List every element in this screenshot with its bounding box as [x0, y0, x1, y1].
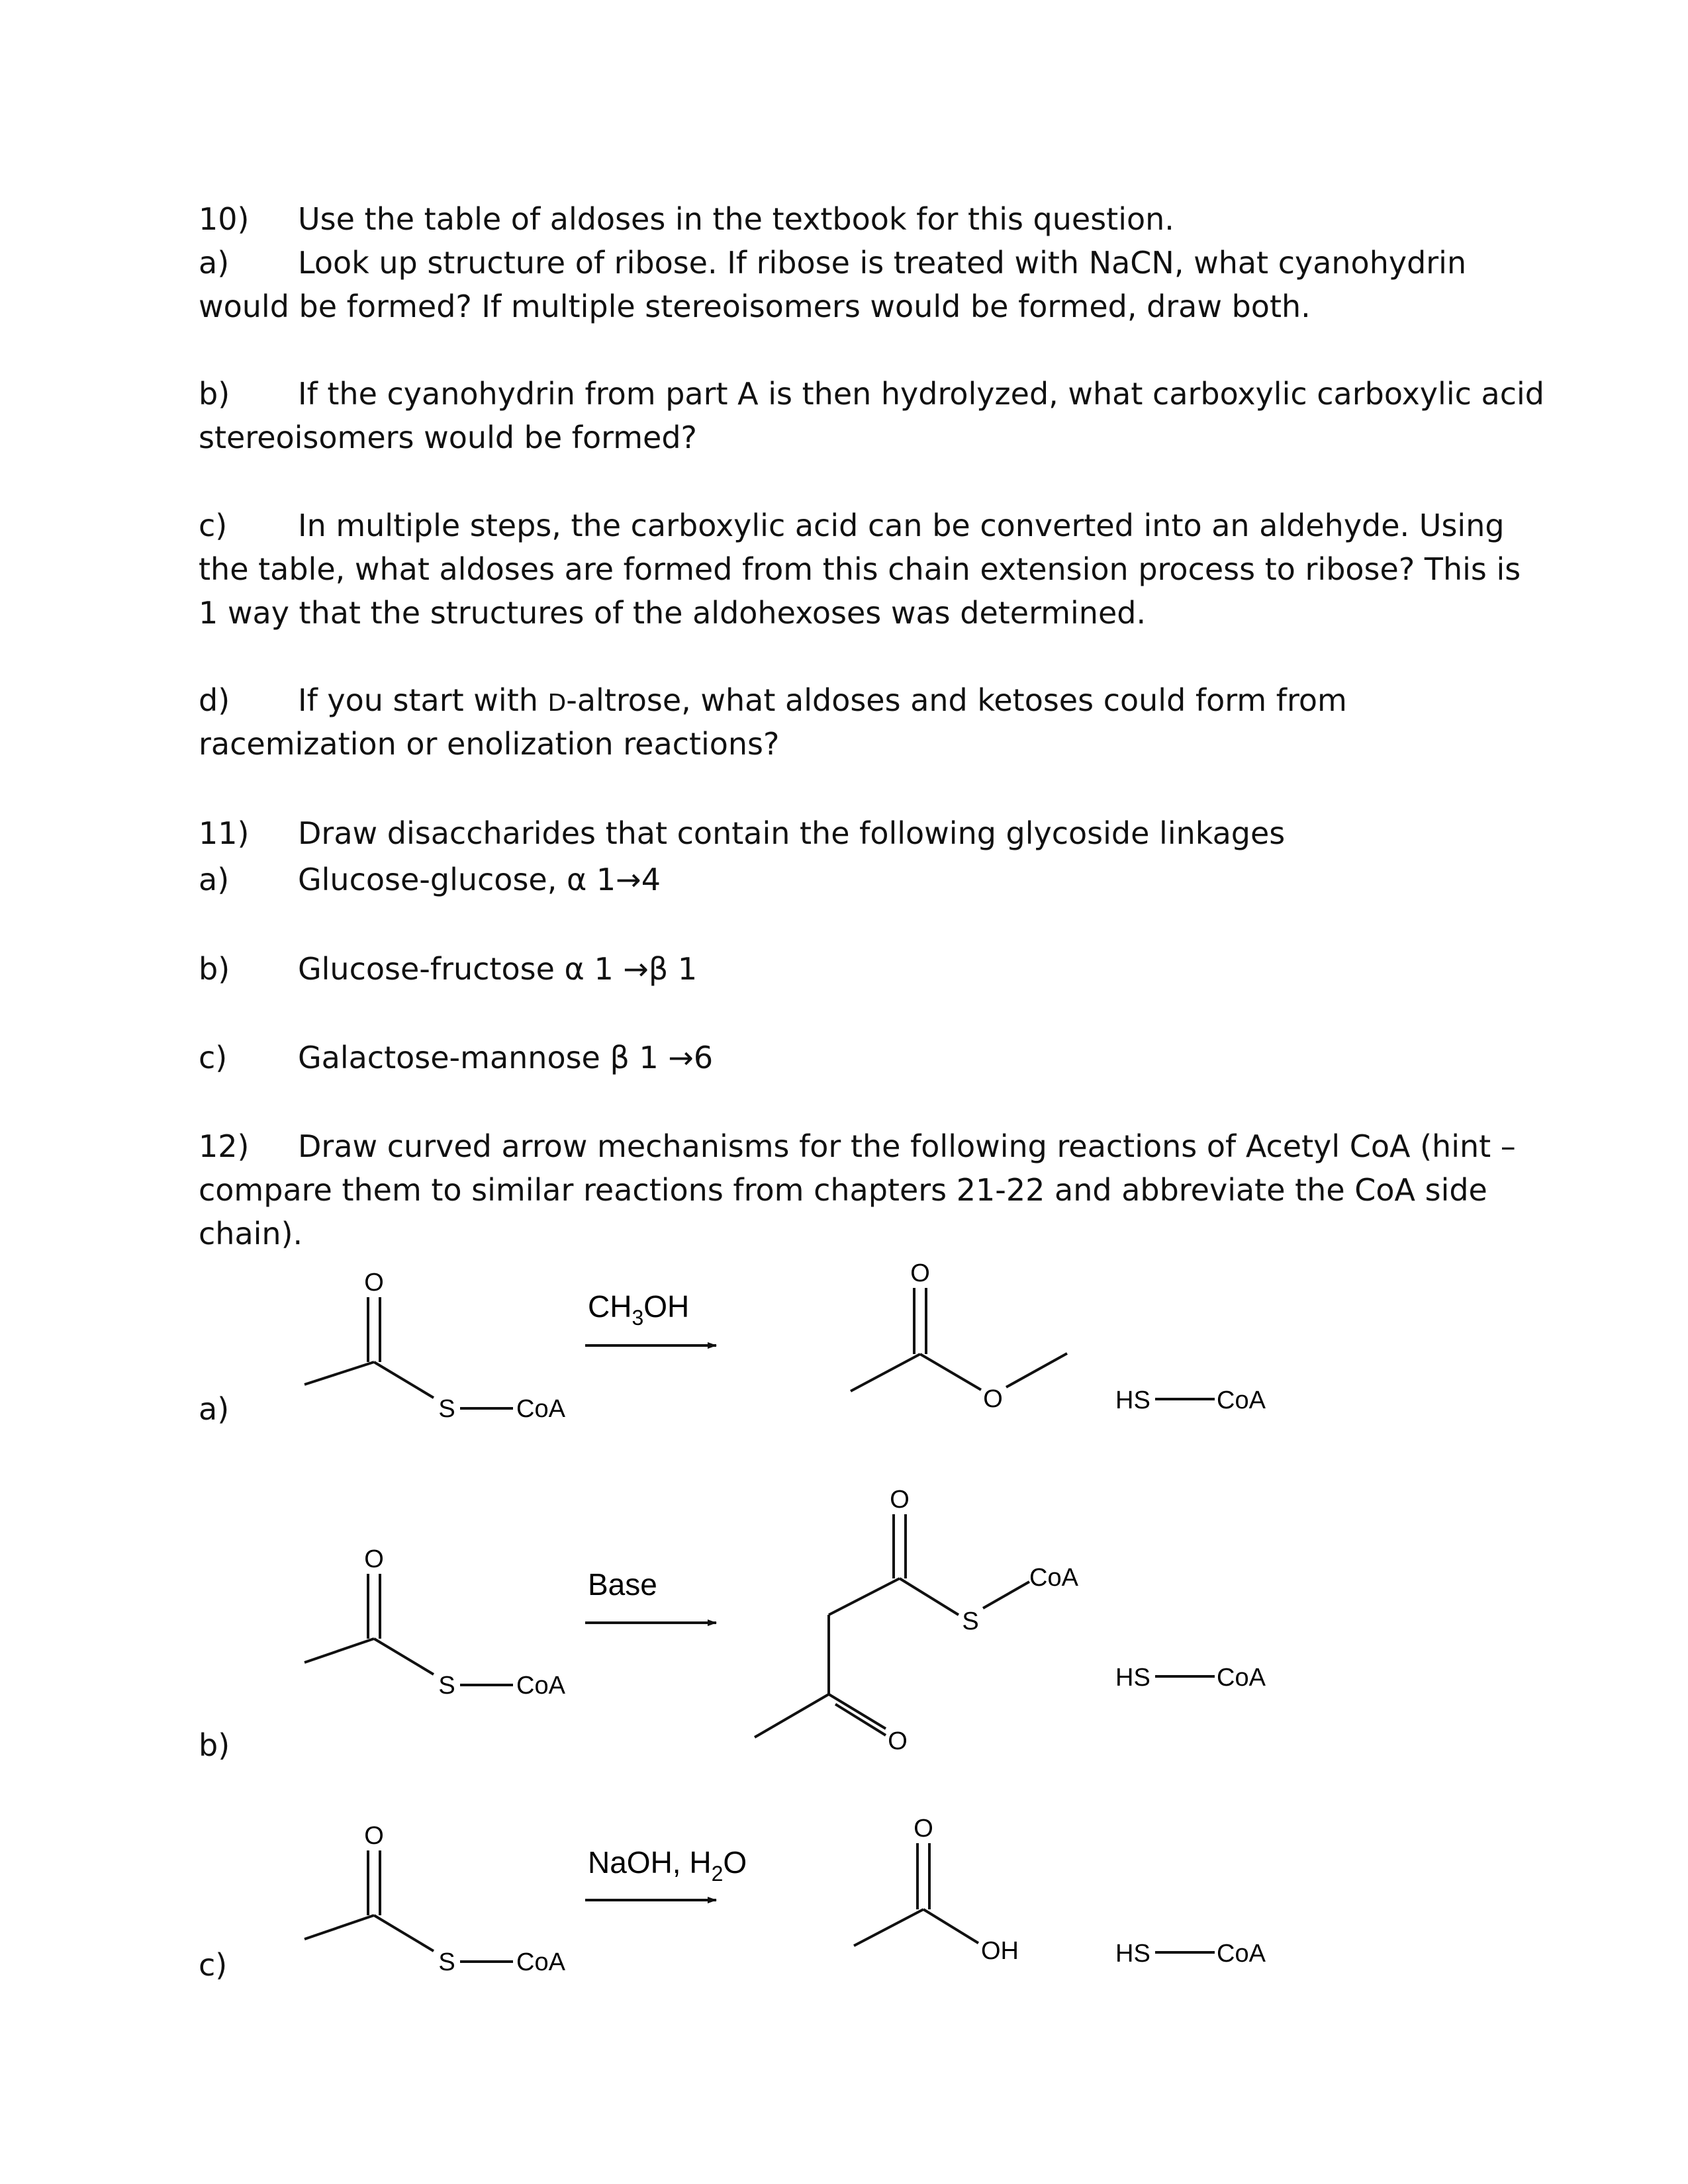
q11c-text: Galactose-mannose β 1 →6	[298, 1040, 714, 1075]
rxn-a-reagent-sub: 3	[632, 1306, 644, 1330]
rxn-c-reactant-s: S	[438, 1948, 455, 1976]
q10a-text2: would be formed? If multiple stereoisomers would be formed, draw both.	[199, 289, 1311, 324]
rxn-c-reactant-coa: CoA	[516, 1948, 565, 1976]
rxn-c-product-oh: OH	[981, 1937, 1019, 1965]
q10c-text2: the table, what aldoses are formed from this chain extension process to ribose? This is	[199, 551, 1521, 587]
rxn-b-reactant-o: O	[364, 1545, 384, 1573]
rxn-b-product-o2: O	[888, 1727, 908, 1755]
rxn-b-reactant-s: S	[438, 1672, 455, 1700]
q10c-label: c)	[199, 508, 228, 543]
rxn-a-reagent-main: CH	[588, 1289, 632, 1324]
q11a-label: a)	[199, 862, 230, 897]
rxn-c-reagent	[588, 1845, 747, 1886]
q12-text1: Draw curved arrow mechanisms for the following reactions of Acetyl CoA (hint –	[298, 1128, 1516, 1164]
rxn-b-byproduct	[1115, 1664, 1266, 1692]
rxn-c-reagent-sub: 2	[711, 1862, 724, 1886]
q10c-text1: In multiple steps, the carboxylic acid can be converted into an aldehyde. Using	[298, 508, 1505, 543]
rxn-b-coa: CoA	[1217, 1664, 1266, 1692]
rxn-a-hs: HS	[1115, 1387, 1150, 1414]
rxn-c-reagent-main: NaOH, H	[588, 1845, 712, 1880]
q11-number: 11)	[199, 815, 250, 851]
rxn-b-product-coa: CoA	[1029, 1564, 1078, 1592]
q10a-label: a)	[199, 245, 230, 281]
rxn-a-product-o1: O	[910, 1259, 930, 1287]
q11c-label: c)	[199, 1040, 228, 1075]
rxn-a-reagent	[588, 1289, 689, 1330]
q10b-label: b)	[199, 376, 230, 412]
rxn-a-reactant-coa: CoA	[516, 1395, 565, 1423]
rxn-b-product	[755, 1514, 1029, 1737]
rxn-a-product	[851, 1288, 1067, 1391]
rxn-c-product	[854, 1843, 978, 1946]
rxn-b-reagent: Base	[588, 1567, 657, 1602]
rxn-a-byproduct	[1115, 1387, 1266, 1414]
rxn-c-byproduct	[1115, 1940, 1266, 1968]
rxn-c-coa: CoA	[1217, 1940, 1266, 1968]
q12-text3: chain).	[199, 1216, 303, 1251]
rxn-b-reactant-coa: CoA	[516, 1672, 565, 1700]
rxn-a-coa: CoA	[1217, 1387, 1266, 1414]
rxn-a-reactant-s: S	[438, 1395, 455, 1423]
q10-number: 10)	[199, 201, 250, 237]
rxn-a-product-o2: O	[983, 1385, 1003, 1413]
q12-number: 12)	[199, 1128, 250, 1164]
q10d-smallcap-d: D	[547, 690, 567, 717]
q10b-text2: stereoisomers would be formed?	[199, 420, 697, 455]
rxn-a-reagent-tail: OH	[643, 1289, 690, 1324]
rxn-b-hs: HS	[1115, 1664, 1150, 1692]
q11a-text: Glucose-glucose, α 1→4	[298, 862, 661, 897]
q11b-text: Glucose-fructose α 1 →β 1	[298, 951, 698, 987]
rxn-c-hs: HS	[1115, 1940, 1150, 1968]
q11b-label: b)	[199, 951, 230, 987]
rxn-b-product-s: S	[962, 1608, 979, 1635]
rxn-b-label: b)	[199, 1727, 230, 1763]
q10d-text1-pre: If you start with	[298, 682, 548, 718]
q11-intro: Draw disaccharides that contain the following glycoside linkages	[298, 815, 1286, 851]
q10a-text1: Look up structure of ribose. If ribose is treated with NaCN, what cyanohydrin	[298, 245, 1467, 281]
q10d-text2: racemization or enolization reactions?	[199, 726, 780, 762]
rxn-a-label: a)	[199, 1391, 230, 1427]
rxn-b-reactant	[305, 1574, 513, 1685]
q10c-text3: 1 way that the structures of the aldohexoses was determined.	[199, 595, 1147, 631]
q10d-label: d)	[199, 682, 230, 718]
rxn-c-reagent-tail: O	[723, 1845, 747, 1880]
rxn-b-product-o1: O	[890, 1486, 910, 1514]
rxn-c-reactant-o: O	[364, 1822, 384, 1850]
rxn-c-reactant	[305, 1850, 513, 1962]
q10d-text1-post: -altrose, what aldoses and ketoses could form from	[566, 682, 1347, 718]
rxn-c-label: c)	[199, 1947, 228, 1983]
q12-text2: compare them to similar reactions from chapters 21-22 and abbreviate the CoA side	[199, 1172, 1487, 1208]
q10b-text1: If the cyanohydrin from part A is then hydrolyzed, what carboxylic carboxylic acid	[298, 376, 1544, 412]
rxn-a-reactant	[305, 1297, 513, 1408]
rxn-a-reactant-o: O	[364, 1269, 384, 1297]
rxn-c-product-o: O	[914, 1815, 933, 1843]
q10-intro: Use the table of aldoses in the textbook for this question.	[298, 201, 1174, 237]
